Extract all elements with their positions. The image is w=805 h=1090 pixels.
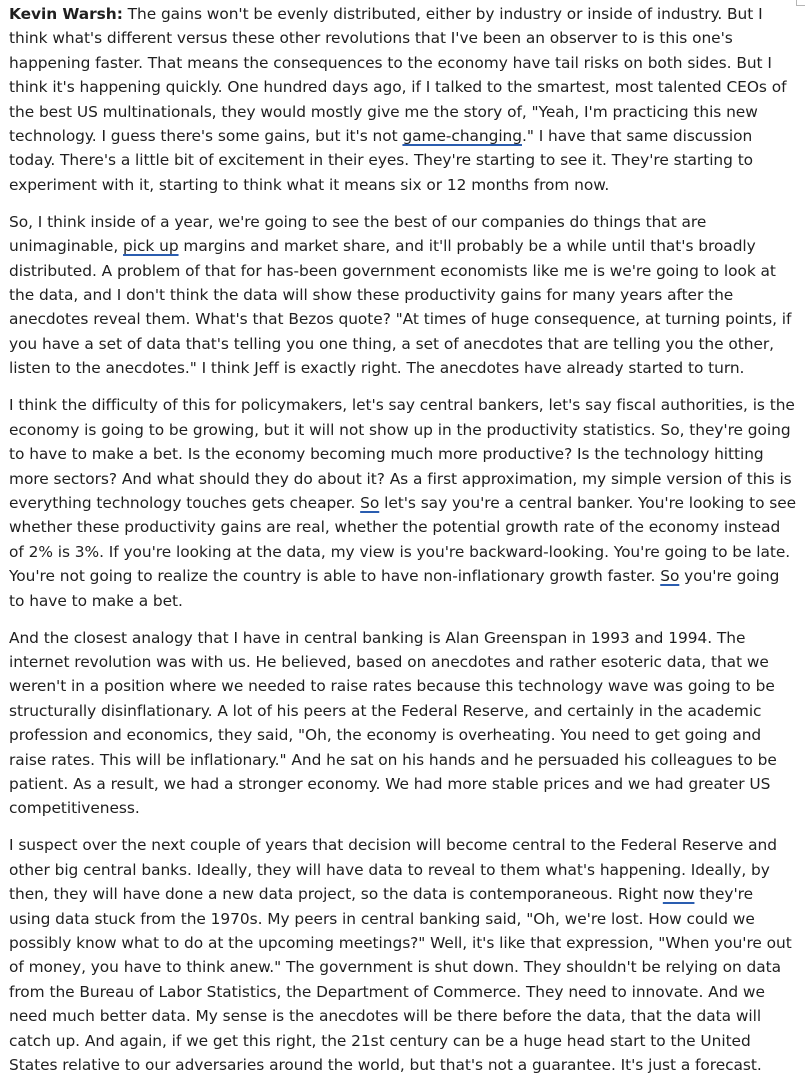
paragraph-3-text-b: let's say you're a central banker. You're looking to see whether these productivity gains are real, whether the potential growth rate of the economy instead of 2% is 3%. If you're looking at the data, my view is you're backward-looking. You're going to be late. You're not going to realize the country is able to have non-inflationary growth faster. [9, 493, 797, 586]
underlined-word-now: now [662, 885, 695, 904]
paragraph-3-text-c: you're going to have to make a bet. [9, 567, 780, 610]
underlined-word-so-2: So [660, 567, 680, 586]
paragraph-2 [9, 210, 799, 381]
paragraph-3-text-a: I think the difficulty of this for policymakers, let's say central bankers, let's say fiscal authorities, is the economy is going to be growing, but it will not show up in the productivity statistics. So, they're going to have to make a bet. Is the economy becoming much more productive? Is the technology hitting more sectors? And what should they do about it? As a first approximation, my simple version of this is everything technology touches gets cheaper. [9, 396, 795, 512]
paragraph-1-text-b: ." I have that same discussion today. There's a little bit of excitement in their eyes. They're starting to see it. They're starting to experiment with it, starting to think what it means six or 12 months from now. [9, 127, 754, 194]
paragraph-5 [9, 833, 799, 1077]
speaker-name: Kevin Warsh: [9, 5, 123, 23]
paragraph-4: And the closest analogy that I have in central banking is Alan Greenspan in 1993 and 1994. The internet revolution was with us. He believed, based on anecdotes and rather esoteric data, that we weren't in a position where we needed to raise rates because this technology wave was going to be structurally disinflationary. A lot of his peers at the Federal Reserve, and certainly in the academic profession and economics, they said, "Oh, the economy is overheating. You need to get going and raise rates. This will be inflationary." And he sat on his hands and he persuaded his colleagues to be patient. As a result, we had a stronger economy. We had more stable prices and we had greater US competitiveness. [9, 628, 777, 818]
underlined-word-game-changing: game-changing [402, 127, 522, 146]
paragraph-3 [9, 393, 799, 613]
paragraph-2-text-a: So, I think inside of a year, we're going to see the best of our companies do things that are unimaginable, [9, 212, 707, 256]
paragraph-5-text-a: I suspect over the next couple of years that decision will become central to the Federal Reserve and other big central banks. Ideally, they will have data to reveal to them what's happening. Ideally, by then, they will have done a new data project, so the data is contemporaneous. Right [9, 836, 777, 904]
paragraph-2-text-b: margins and market share, and it'll probably be a while until that's broadly distributed. A problem of that for has-been government economists like me is we're going to look at the data, and I don't think the data will show these productivity gains for many years after the anecdotes reveal them. What's that Bezos quote? "At times of huge consequence, at turning points, if you have a set of data that's telling you one thing, a set of anecdotes that are telling you the other, listen to the anecdotes." I think Jeff is exactly right. The anecdotes have already started to turn. [9, 237, 792, 378]
paragraph-1 [9, 2, 799, 197]
paragraph-5-text-b: they're using data stuck from the 1970s. My peers in central banking said, "Oh, we're lost. How could we possibly know what to do at the upcoming meetings?" Well, it's like that expression, "When you're out of money, you have to think anew." The government is shut down. They shouldn't be relying on data from the Bureau of Labor Statistics, the Department of Commerce. They need to innovate. And we need much better data. My sense is the anecdotes will be there before the data, that the data will catch up. And again, if we get this right, the 21st century can be a huge head start to the United States relative to our adversaries around the world, but that's not a guarantee. It's just a forecast. [9, 885, 792, 1075]
transcript-document [9, 2, 799, 1090]
underlined-word-so-1: So [360, 493, 380, 512]
paragraph-1-text-a: The gains won't be evenly distributed, either by industry or inside of industry. But I think what's different versus these other revolutions that I've been an observer to is this one's happening faster. That means the consequences to the economy have tail risks on both sides. But I think it's happening quickly. One hundred days ago, if I talked to the smartest, most talented CEOs of the best US multinationals, they would mostly give me the story of, "Yeah, I'm practicing this new technology. I guess there's some gains, but it's not [9, 5, 787, 146]
underlined-word-pick-up: pick up [123, 237, 179, 256]
